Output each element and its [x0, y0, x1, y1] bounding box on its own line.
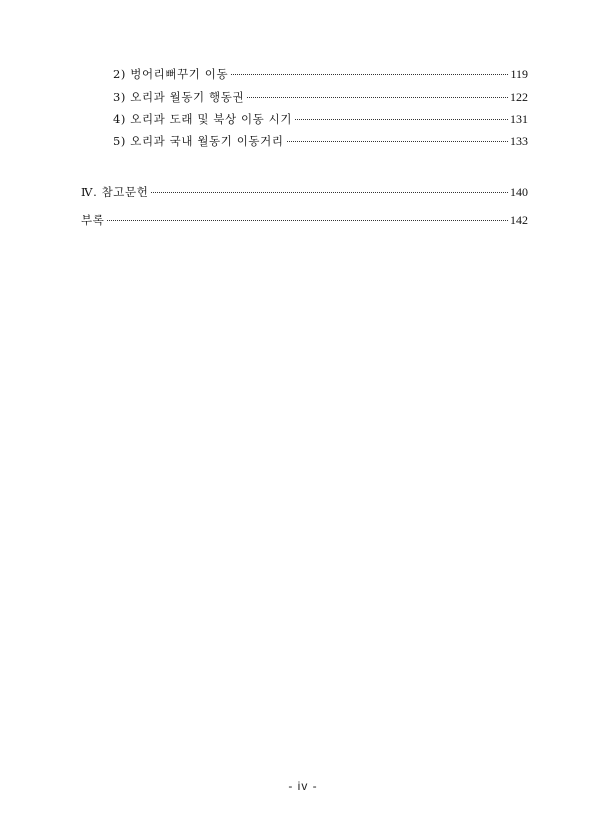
toc-entry-appendix [81, 213, 528, 227]
toc-dot-leader [231, 74, 508, 75]
toc-page-number: 140 [510, 185, 528, 199]
toc-entry-anatidae-arrival-timing [113, 112, 528, 126]
toc-dot-leader [107, 220, 508, 221]
toc-entry-label: 부록 [81, 213, 105, 227]
toc-dot-leader [151, 192, 508, 193]
toc-page-number: 131 [510, 112, 528, 126]
toc-entry-label: 5) 오리과 국내 월동기 이동거리 [113, 134, 284, 148]
toc-dot-leader [295, 119, 508, 120]
toc-entry-anatidae-home-range [113, 90, 528, 104]
toc-dot-leader [287, 141, 508, 142]
toc-page-number: 119 [510, 67, 528, 81]
toc-dot-leader [247, 97, 508, 98]
toc-page-number: 122 [510, 90, 528, 104]
toc-page-number: 142 [510, 213, 528, 227]
toc-entry-label: Ⅳ. 참고문헌 [81, 185, 149, 199]
page-footer-number: - iv - [288, 779, 318, 793]
toc-entry-anatidae-movement-distance [113, 134, 528, 148]
toc-entry-label: 4) 오리과 도래 및 북상 이동 시기 [113, 112, 293, 126]
toc-entry-label: 3) 오리과 월동기 행동권 [113, 90, 245, 104]
toc-entry-label: 2) 벙어리뻐꾸기 이동 [113, 67, 229, 81]
toc-page-number: 133 [510, 134, 528, 148]
toc-entry-bunting-cuckoo-migration [113, 67, 528, 81]
toc-entry-references [81, 185, 528, 199]
